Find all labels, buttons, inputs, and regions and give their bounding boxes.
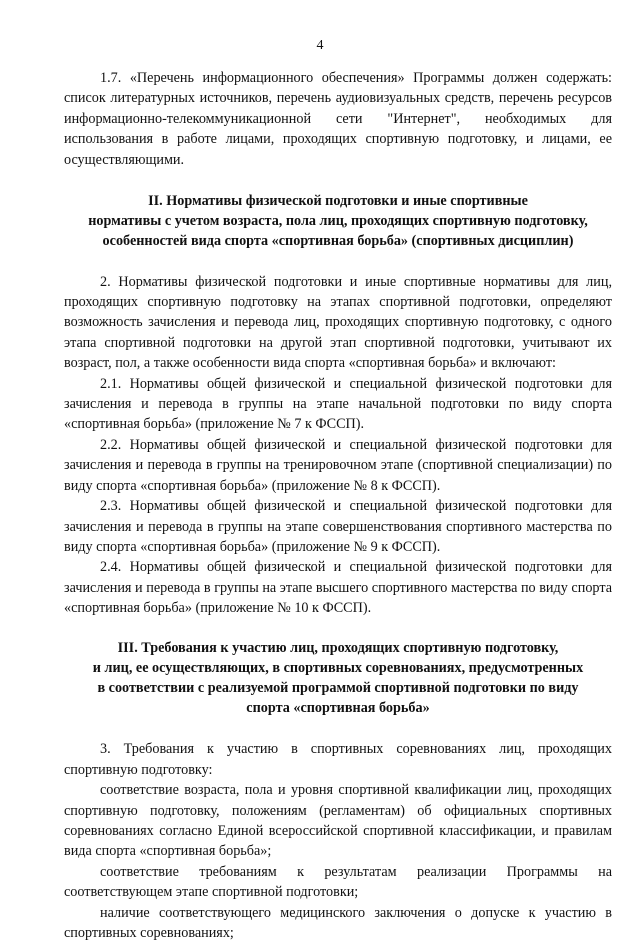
section-3-heading-line: спорта «спортивная борьба»	[246, 700, 430, 717]
requirement-item: соответствие возраста, пола и уровня спортивной квалификации лиц, проходящих спортивную подготовку, положениям (регламентам) об официальных спортивных соревнованиях согласно Единой всероссийской спортивной классификации, и правилам вида спорта «спортивная борьба»;	[64, 782, 612, 860]
page-number: 4	[316, 38, 324, 53]
paragraph-3: 3. Требования к участию в спортивных соревнованиях лиц, проходящих спортивную подготовку:	[64, 741, 612, 778]
page-content	[64, 68, 612, 943]
section-3-heading-line: III. Требования к участию лиц, проходящих спортивную подготовку,	[117, 639, 559, 656]
paragraph-2-1: 2.1. Нормативы общей физической и специальной физической подготовки для зачисления и перевода в группы на этапе начальной подготовки по виду спорта «спортивная борьба» (приложение № 7 к ФССП).	[64, 375, 612, 433]
section-3-heading	[64, 638, 612, 719]
paragraph-2-3: 2.3. Нормативы общей физической и специальной физической подготовки для зачисления и перевода в группы на этапе совершенствования спортивного мастерства по виду спорта «спортивная борьба» (приложение № 9 к ФССП).	[64, 498, 612, 555]
section-2-heading-line: нормативы с учетом возраста, пола лиц, проходящих спортивную подготовку,	[88, 213, 588, 230]
requirement-item: наличие соответствующего медицинского заключения о допуске к участию в спортивных соревнованиях;	[64, 904, 612, 942]
section-2-heading-line: особенностей вида спорта «спортивная борьба» (спортивных дисциплин)	[102, 233, 574, 250]
paragraph-2-4: 2.4. Нормативы общей физической и специальной физической подготовки для зачисления и перевода в группы на этапе высшего спортивного мастерства по виду спорта «спортивная борьба» (приложение № 10 к ФССП).	[64, 559, 612, 617]
requirement-item: соответствие требованиям к результатам реализации Программы на соответствующем этапе спортивной подготовки;	[64, 863, 612, 901]
paragraph-2: 2. Нормативы физической подготовки и иные спортивные нормативы для лиц, проходящих спортивную подготовку на этапах спортивной подготовки, определяют возможность зачисления и перевода лиц, проходящих спортивную подготовку, с одного этапа спортивной подготовки на другой этап спортивной подготовки, учитывают их возраст, пол, а также особенности вида спорта «спортивная борьба» и включают:	[64, 273, 612, 372]
paragraph-1-7: 1.7. «Перечень информационного обеспечения» Программы должен содержать: список литературных источников, перечень аудиовизуальных средств, перечень ресурсов информационно-телекоммуникационной сети "Интернет", необходимых для использования в работе лицами, проходящих спортивную подготовку, и лицами, ее осуществляющими.	[64, 70, 612, 168]
section-3-heading-line: и лиц, ее осуществляющих, в спортивных соревнованиях, предусмотренных	[92, 659, 584, 676]
section-2-heading	[64, 191, 612, 252]
section-2-heading-line: II. Нормативы физической подготовки и иные спортивные	[148, 193, 528, 210]
paragraph-2-2: 2.2. Нормативы общей физической и специальной физической подготовки для зачисления и перевода в группы на тренировочном этапе (спортивной специализации) по виду спорта «спортивная борьба» (приложение № 8 к ФССП).	[64, 436, 612, 494]
section-3-heading-line: в соответствии с реализуемой программой спортивной подготовки по виду	[97, 679, 579, 696]
